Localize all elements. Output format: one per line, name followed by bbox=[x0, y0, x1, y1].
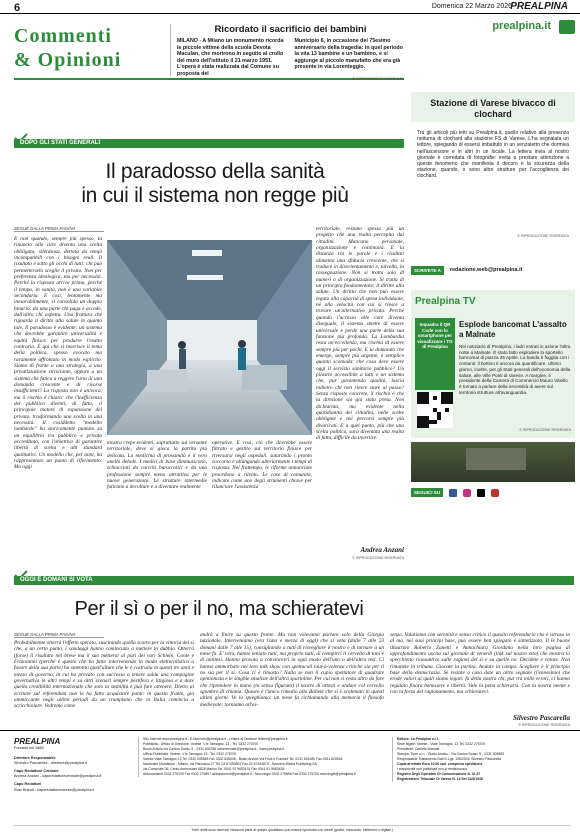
colophon-left: PREALPINA Fondato nel 1888 Direttore Responsabile Silvestro Pascarella - direttore@prealpina.it Capo Redattore Centrale Andrea Anzani - caporedattorecentrale@prealpina.it Capo Redattori Rosi Brandi - caporedattorevarese@prealpina.it bbox=[14, 737, 132, 793]
ricordo-title: Ricordato il sacrificio dei bambini bbox=[214, 24, 367, 35]
tv-news-text: Nel notiziario di Prealpina, i ladri entrati in azione l'altra notte a Malnate. È stato fatto esplodere lo sportello bancomat di piazza 25 Aprile. La banda è fuggita con i contanti: il bottino è ancora da quantificare. Ultimo giorno, inoltre, per gli Stati generali dell'economia della salute, alle Ville Ponti di Varese. A margine, il presidente della Camera di Commercio Mauro Vitiello è tornato a parlare della necessità di avere sul territorio strutture all'avanguardia. bbox=[459, 344, 571, 395]
page-number: 6 bbox=[14, 2, 21, 14]
prealpina-logo-icon bbox=[559, 20, 575, 34]
article2-col-2: andrà a finire su questo fronte. Ma non volevamo parlare solo della Giorgia nazionale. Interveniamo (era l'una e mezza di oggi) che si vota (dalle 7 alle 23 domani dalle 7 alle 15), consigliando a tutti di risvegliare il nostro e di tornare a un mese fa. E' vero, hanno tentato tutti, ma proprio tutti, di riempirci il cervello di toni e di antitesi. Hanno provato a convincerci in ogni modo dell'uno o dell'altra tesi. Ci hanno ammorbato nei loro talk show con spettacoli tout-à-volenza critiche sia per il no sia per il sì. Cosa ci è rimasto? Nulla se non il cupio spettatore di quadrate opinionista e le singhie smaliste dell'altra spartoline. Per cui non ci resta altro da fare che riprendere in mano (in senso figurato) il nostro di ottesti e andare col cervello sgombro di chioma. Questo è l'unico rimedio alla Babele che si è scatenata in questi ultimi giorni. Ve lo spieghiamo: un mese fa richiamando alla memoria il filosofo medievale: torniamo all'es- bbox=[200, 632, 384, 708]
ricordo-col2: Municipio 6, in occasione del 75esimo anniversario della tragedia: in quel periodo la vita 13 bambine e un bambino, e si aggiunge al piccolo manufatto che era già presente in via Lorenteggio. bbox=[294, 38, 403, 70]
colophon-right: Editore: La Prealpina s.r.l. Sede legale: Varese - Viale Tamagno, 13 Tel. 0332 275700 Presidente: Daniele Bramati Stampa: Tipre s.r.l. - Busto Arsizio - Via Canton Santo, 5 - 0331 308583 Responsabile Trattamento Dati D.Lgs. 196/2003: Silvestro Pascarella Copia arretrata Euro 10,00 cad. compresa spedizione I manoscritti non pubblicati non si restituiscono Registro Degli Operatori Di Comunicazione N. 31 67 Registrazione Tribunale Di Varese N. 14 Del 21/8/1948 bbox=[392, 737, 572, 782]
stazione-credit: © RIPRODUZIONE RISERVATA bbox=[517, 234, 569, 238]
footer-logo: PREALPINA bbox=[14, 737, 61, 746]
ricordo-credit: © RIPRODUZIONE RISERVATA bbox=[352, 77, 404, 81]
article2-credit: © RIPRODUZIONE RISERVATA bbox=[518, 723, 570, 727]
issue-date: Domenica 22 Marzo 2026 bbox=[431, 3, 512, 10]
tv-title: Prealpina TV bbox=[415, 296, 476, 307]
qr-caption: Inquadra il QR Code con lo smartphone per visualizzare i TG di Prealpina bbox=[415, 318, 455, 390]
article2-kicker: OGGI E DOMANI SI VOTA bbox=[14, 576, 574, 585]
tv-box bbox=[411, 290, 575, 438]
article2-headline: Per il sì o per il no, ma schieratevi bbox=[74, 598, 364, 620]
ricordo-col1: MILANO - A Milano un monumento ricorda le piccole vittime della scuola Devota Maculan, che morirono in seguito al crollo del muro dell'istituto il 21 marzo 1951. L'opera è stata realizzata dal Comune su proposta del bbox=[177, 38, 284, 77]
article-signature: Andrea Anzani bbox=[360, 546, 404, 554]
qr-code-icon[interactable] bbox=[417, 392, 453, 428]
youtube-icon[interactable] bbox=[491, 489, 499, 497]
tv-scene-image bbox=[466, 448, 526, 470]
hospital-corridor-photo bbox=[107, 240, 312, 435]
colophon-middle: Sito Internet www.prealpina.it - E-Mail info@prealpina.it - Lettere al Direttore lettere@prealpina.it Pubblicità - Ufficio di Direzione: Varese, V.le Tamagno, 13 - Tel. 0332 275700 Busto Arsizio via Canton Santo, 5 - 0331 633786 commerciale@prealpina.it - www.prealpina.it Ufficio Pubblicità: Varese, V.le Tamagno 13 - Tel. 0332 275700 Varese Viale Tamagno 13 Tel. 0332 835845 Fax 0332 835045 - Busto Arsizio Via Friuli e Frazioni Tel. 0331 631480 Fax 0331 620518 Nazionale Mondadori - Milano, via Rancarso 27 Tel. 02 57494802 Fax 02 57494873 - Svizzera Media Publishing SA via Comunale 36, Cento Ambrosiani 6828 Marino Tel. 0041 91 9693131 Fax 0041 91 9683435 Abbonamenti 0332 275700 Fax 0332 275807 abbonamenti@prealpina.it - Necrologie 0332 275896 Fax 0332 275700 necrologie@prealpina.it bbox=[138, 737, 386, 777]
tv-credit: © RIPRODUZIONE RISERVATA bbox=[519, 428, 571, 432]
scrivi-label: SCRIVETE A bbox=[411, 266, 444, 275]
footer-disclaimer: Tutti i diritti sono riservati. Nessuna parte di questo quotidiano può essere riprodotta con mezzi (grafici, meccanici, elettronici o digitali.) bbox=[14, 825, 570, 833]
stazione-title: Stazione di Varese bivacco di clochard bbox=[430, 98, 556, 119]
article2-col-1: Probabilmente otterrà l'effetto sperato, suscitando quella scarto per la vittoria del sì che, a un certo punto, i sondaggi hanno cominciato a mettere in dubbio. Otterrà (forse) il risultato nel breve ma il suo metterai al pari dei vari Schlein, Conte e Fratoianni (perché è questo che ha fatto intervenendo in modo elettoralistico a favore della sua parte) ha smentito quell'allure che le è costruita in questi tre anni e mezzo di governo, in cui ha provato con successo a tenere salda una compagine governativa in altri tempi e su altri scenari sempre pestifera e litigiosa e a dare quella credibilità internazionale che solo la stabilità è può fare ottenere. Dietro ai eccitare sul referendum non le ha fatto acquistare punti: in questo frante, già ammiccante negli ultimi periodi da un trumpismo che in Italia comincia a scricchiolare. Vedremo come bbox=[14, 640, 194, 710]
scrivi-row bbox=[411, 264, 575, 276]
instagram-icon[interactable] bbox=[463, 489, 471, 497]
article2-col-3: senza. Valutiamo con serenità e senso critico il quesito referendario che è istruso in al ma, nei suoi principi base, può essere ben spiegato e sintetizzato. Il le buone illustrato Roberto Zanetti e Annachiara Giordano nella loro pagina di approfondimento uscita sul giornale di venerdì (link sul nostro sito) che mostra lo specchietto riassuntivo sulle ragioni del sì e su quelle no. Decidete e votate. Non rimanete in tribuna. Giocate la partita. Andate in campo. Scegliere è il principio base della democrazia. Se restate a casa date un altro segnale (l'ennesimo) che erode valori ai quali siamo legati: fa della nostra chi, pur tra mille errori, ci hanno regalato finora benessere e libertà. Vale la pena schierarsi. Con la nostra mente e con la forza del ragionamento, ma schieratevi. bbox=[390, 632, 570, 696]
colophon bbox=[0, 730, 580, 839]
article-credit: © RIPRODUZIONE RISERVATA bbox=[352, 556, 404, 560]
sidebar bbox=[411, 20, 575, 497]
facebook-icon[interactable] bbox=[449, 489, 457, 497]
article-col-3: operative. E così, ciò che dovrebbe essere filtrato e gestito sul territorio finisce per riversarsi negli ospedali, saturando i pronto soccorso e allungando ulteriormente i tempi di risposta. Nel frattempo, le riforme annunciate procedono a rilento. Le case di comunità, indicate come uno degli strumenti chiave per rilanciare l'assistenza bbox=[212, 440, 312, 491]
stazione-text: Tra gli articoli più letti su Prealpina.it, quello relativo alla presenza notturna di clochard alla stazione FS di Varese. L'ha segnalata un lettore, spiegando di essersi imbattuto in un senzatetto che dormiva nell'ascensore e in altri in un locale. La lettera invia al nostro giornale è corredata di fotografie: invita a prestare attenzione a queste fenomeno che manifesta il decoro e la sicurezza della stazione, quando, o sono altre strutture per l'accoglienza dei clochard. bbox=[417, 130, 569, 180]
footer-founded: Fondato nel 1888 bbox=[14, 746, 44, 750]
article-headline: Il paradosso della sanità in cui il sistema non regge più bbox=[81, 160, 349, 207]
tv-news-title: Esplode bancomat L'assalto a Malnate bbox=[459, 320, 567, 339]
section-title: Commenti & Opinioni bbox=[14, 25, 122, 71]
article-col-4: territoriale, restano spesso più un progetto che una realtà percepita dai cittadini. Mancano personale, organizzazione e continuità. E la distanza tra le parole e i risultati alimenta una sfiducia crescente, che si traduce in disorientamento e, talvolta, in rassegnazione. Non si tratta solo di numeri o di organizzazione. Si tratta di un principio fondamentale: il diritto alla salute. Un diritto che non può essere legato alla capacità di spesa individuale, né alla velocità con cui si riesce a trovare un'alternativa privata. Perché quando l'accesso alle cure diventa diseguale, il sistema smette di essere universale e perde una parte della sua funzione più profonda. La Lombardia resta un'eccellenza, ma rischia di essere sempre più per pochi. E la domanda che emerge, sempre più urgente, è semplice quanto scomoda: che cosa deve essere oggi il servizio sanitario pubblico? Un pilastro accessibile a tutti o un sistema che, pur garantendo qualità, lascia indietro chi non riesce stare al passo? Senza risposte concrete, il rischio è che la direzione sia già stata presa. Non dichiarata, ma evidente nella quotidianità dei cittadini, nelle scelte obbligate e nei percorsi sempre più divaricati. E a quel punto, più che una scelta politica, sarà diventata una realtà di fatto, difficile da invertire. bbox=[316, 226, 404, 442]
stazione-title-box bbox=[411, 92, 575, 122]
article2-signature: Silvestro Pascarella bbox=[513, 714, 570, 722]
article-col-2: mostra crepe evidenti, soprattutto sul versante territoriale, dove si gioca la partita più delicata. La medicina di prossimità è il vero anello debole. I medici di base diminuiscono, schiacciati da carichi burocratici e da una professione sempre meno attrattiva per le nuove generazioni. Le strutture intermedie faticano a decollare e a diventare realmente bbox=[107, 440, 207, 491]
ricordo-box bbox=[170, 24, 404, 81]
tv-video-thumbnail[interactable] bbox=[411, 442, 575, 482]
article2-seguito: SEGUE DALLA PRIMA PAGINA bbox=[14, 632, 104, 638]
seguito-label: SEGUE DALLA PRIMA PAGINA bbox=[14, 226, 104, 232]
page-header bbox=[0, 0, 580, 14]
scrivi-email[interactable]: redazione.web@prealpina.it bbox=[449, 267, 523, 273]
sidebar-site-title: prealpina.it bbox=[411, 20, 575, 36]
x-icon[interactable] bbox=[477, 489, 485, 497]
masthead: PREALPINA bbox=[510, 1, 568, 12]
seguici-label: SEGUICI SU bbox=[411, 488, 443, 497]
article-kicker: DOPO GLI STATI GENERALI bbox=[14, 139, 404, 148]
article-col-1: E non quando, sempre più spesso, la rinuncia alle cure diventa una scelta obbligata, silenziosa, dettata da tempi incompatibili con i bisogni reali. Il risultato è sotto gli occhi di tutti: chi può permetterselo sceglie il privato. Non per preferenza ideologica, ma per necessità. Perché la risposta arriva prima, perché il tempo, in sanità, non è una variabile secondaria. E così, lentamente ma inesorabilmente, si consolida un doppio binario: da una parte chi paga e accede, dall'altra chi aspetta. Una frattura che riguarda il diritto alla salute in quanto tale. Il paradosso è evidente: un sistema che dovrebbe garantire universalità e equità finisce per produrre l'esatto contrario. È qui che si inserisce il tema della politica, spesso evocato ma raramente affrontato in modo esplicito. Siamo di fronte a una strategia, a una privatizzazione strisciante, oppure a un sistema che fatica a reggere l'urto di una domanda crescente e di risorse insufficienti? La risposta non è univoca, ma il rischio è chiaro: che l'inefficienza del pubblico diventi, di fatto, il principale motore di espansione del privato, trasformando una scelta in una necessità. Il cosiddetto "modello lombardo" ha storicamente puntato su un equilibrio tra pubblico e privato accreditato, con l'obiettivo di garantire libertà di scelta e alti standard qualitativi. Un modello che, per anni, ha rappresentato un punto di riferimento. Ma oggi bbox=[14, 236, 102, 471]
seguici-row bbox=[411, 488, 575, 497]
